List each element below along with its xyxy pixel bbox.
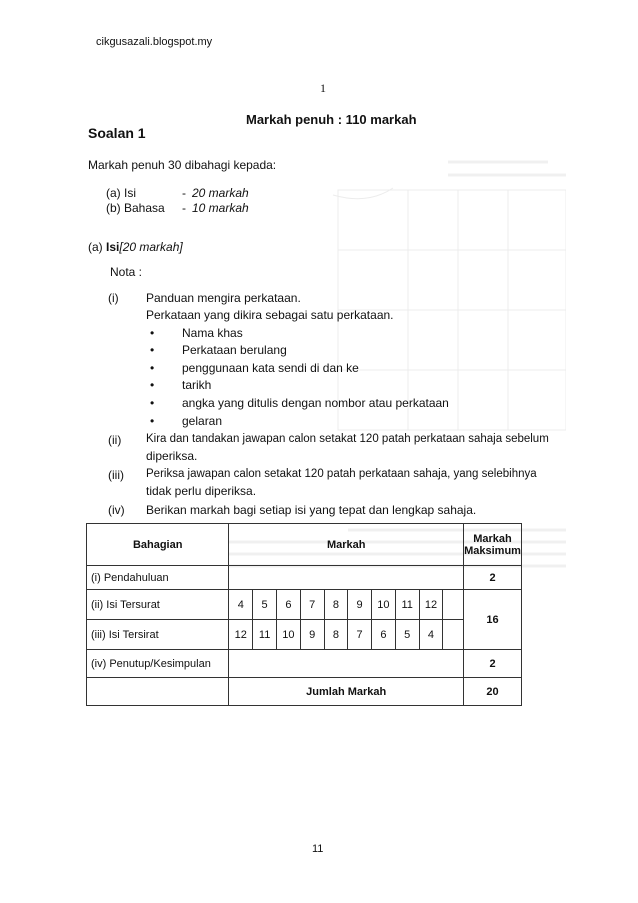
bullet-dot: • xyxy=(150,378,155,392)
question-heading: Soalan 1 xyxy=(88,125,146,141)
header-maks-line-1: Markah xyxy=(473,532,512,545)
bullet-item: Perkataan berulang xyxy=(182,343,287,357)
row-penutup-label: (iv) Penutup/Kesimpulan xyxy=(87,650,229,678)
split-bahasa-dash: - xyxy=(182,201,186,215)
bullet-dot: • xyxy=(150,414,155,428)
tersurat-cell: 11 xyxy=(395,590,419,620)
row-tersirat-label: (iii) Isi Tersirat xyxy=(87,620,229,650)
tersirat-cell: 6 xyxy=(371,620,395,650)
bullet-item: penggunaan kata sendi di dan ke xyxy=(182,361,359,375)
site-url: cikgusazali.blogspot.my xyxy=(96,36,213,48)
tersurat-cell: 8 xyxy=(324,590,348,620)
note-2-line-2: diperiksa. xyxy=(146,449,198,463)
header-markah-maksimum xyxy=(464,524,522,566)
row-pendahuluan-max: 2 xyxy=(464,566,522,590)
split-isi-value: 20 markah xyxy=(192,186,249,200)
row-jumlah-label: Jumlah Markah xyxy=(229,678,464,706)
tersurat-cell: 9 xyxy=(348,590,372,620)
split-bahasa-value: 10 markah xyxy=(192,201,249,215)
row-jumlah-max: 20 xyxy=(464,678,522,706)
marking-table xyxy=(86,523,522,706)
tersirat-cell: 11 xyxy=(253,620,277,650)
note-1-subtext: Perkataan yang dikira sebagai satu perkataan. xyxy=(146,308,394,322)
note-3-line-2: tidak perlu diperiksa. xyxy=(146,484,257,498)
section-a-prefix: (a) xyxy=(88,240,103,254)
row-penutup-empty xyxy=(229,650,464,678)
header-bahagian: Bahagian xyxy=(87,524,229,566)
nota-label: Nota : xyxy=(110,265,143,279)
tersurat-cell: 5 xyxy=(253,590,277,620)
tersirat-cell: 4 xyxy=(419,620,443,650)
tersurat-cell: 10 xyxy=(371,590,395,620)
tersirat-cell: 8 xyxy=(324,620,348,650)
note-2-num: (ii) xyxy=(108,433,122,447)
note-4-line-1: Berikan markah bagi setiap isi yang tepat dan lengkap sahaja. xyxy=(146,503,477,517)
header-markah: Markah xyxy=(229,524,464,566)
note-2-line-1: Kira dan tandakan jawapan calon setakat 120 patah perkataan sahaja sebelum xyxy=(146,433,549,445)
bullet-dot: • xyxy=(150,326,155,340)
scan-page-number: 1 xyxy=(320,81,326,95)
row-tersurat-label: (ii) Isi Tersurat xyxy=(87,590,229,620)
split-isi-label: (a) Isi xyxy=(106,186,136,200)
note-4-num: (iv) xyxy=(108,503,125,517)
bullet-dot: • xyxy=(150,396,155,410)
tersurat-cell: 4 xyxy=(229,590,253,620)
tersurat-cell: 7 xyxy=(300,590,324,620)
intro-text: Markah penuh 30 dibahagi kepada: xyxy=(88,158,277,172)
note-1-num: (i) xyxy=(108,291,119,305)
page-number: 11 xyxy=(312,843,324,855)
tersurat-spacer xyxy=(443,590,464,620)
tersirat-spacer xyxy=(443,620,464,650)
split-isi-dash: - xyxy=(182,186,186,200)
row-jumlah-empty xyxy=(87,678,229,706)
tersirat-cell: 5 xyxy=(395,620,419,650)
tersirat-cell: 10 xyxy=(277,620,301,650)
tersirat-cell: 9 xyxy=(300,620,324,650)
row-pendahuluan-label: (i) Pendahuluan xyxy=(87,566,229,590)
section-a-heading xyxy=(88,240,183,254)
tersirat-cell: 12 xyxy=(229,620,253,650)
bullet-dot: • xyxy=(150,361,155,375)
tersurat-cell: 12 xyxy=(419,590,443,620)
section-a-bracket: [20 markah] xyxy=(119,240,183,254)
note-3-line-1: Periksa jawapan calon setakat 120 patah perkataan sahaja, yang selebihnya xyxy=(146,468,537,480)
section-a-label: Isi xyxy=(106,240,120,254)
note-3-num: (iii) xyxy=(108,468,124,482)
bullet-item: gelaran xyxy=(182,414,223,428)
row-pendahuluan-empty xyxy=(229,566,464,590)
row-isi-max: 16 xyxy=(464,590,522,650)
bullet-item: tarikh xyxy=(182,378,212,392)
tersirat-cell: 7 xyxy=(348,620,372,650)
tersurat-cell: 6 xyxy=(277,590,301,620)
row-penutup-max: 2 xyxy=(464,650,522,678)
doc-title: Markah penuh : 110 markah xyxy=(246,112,417,127)
bullet-item: angka yang ditulis dengan nombor atau perkataan xyxy=(182,396,449,410)
bullet-dot: • xyxy=(150,343,155,357)
note-1-text: Panduan mengira perkataan. xyxy=(146,291,301,305)
bullet-item: Nama khas xyxy=(182,326,243,340)
header-maks-line-2: Maksimum xyxy=(464,544,521,557)
split-bahasa-label: (b) Bahasa xyxy=(106,201,165,215)
